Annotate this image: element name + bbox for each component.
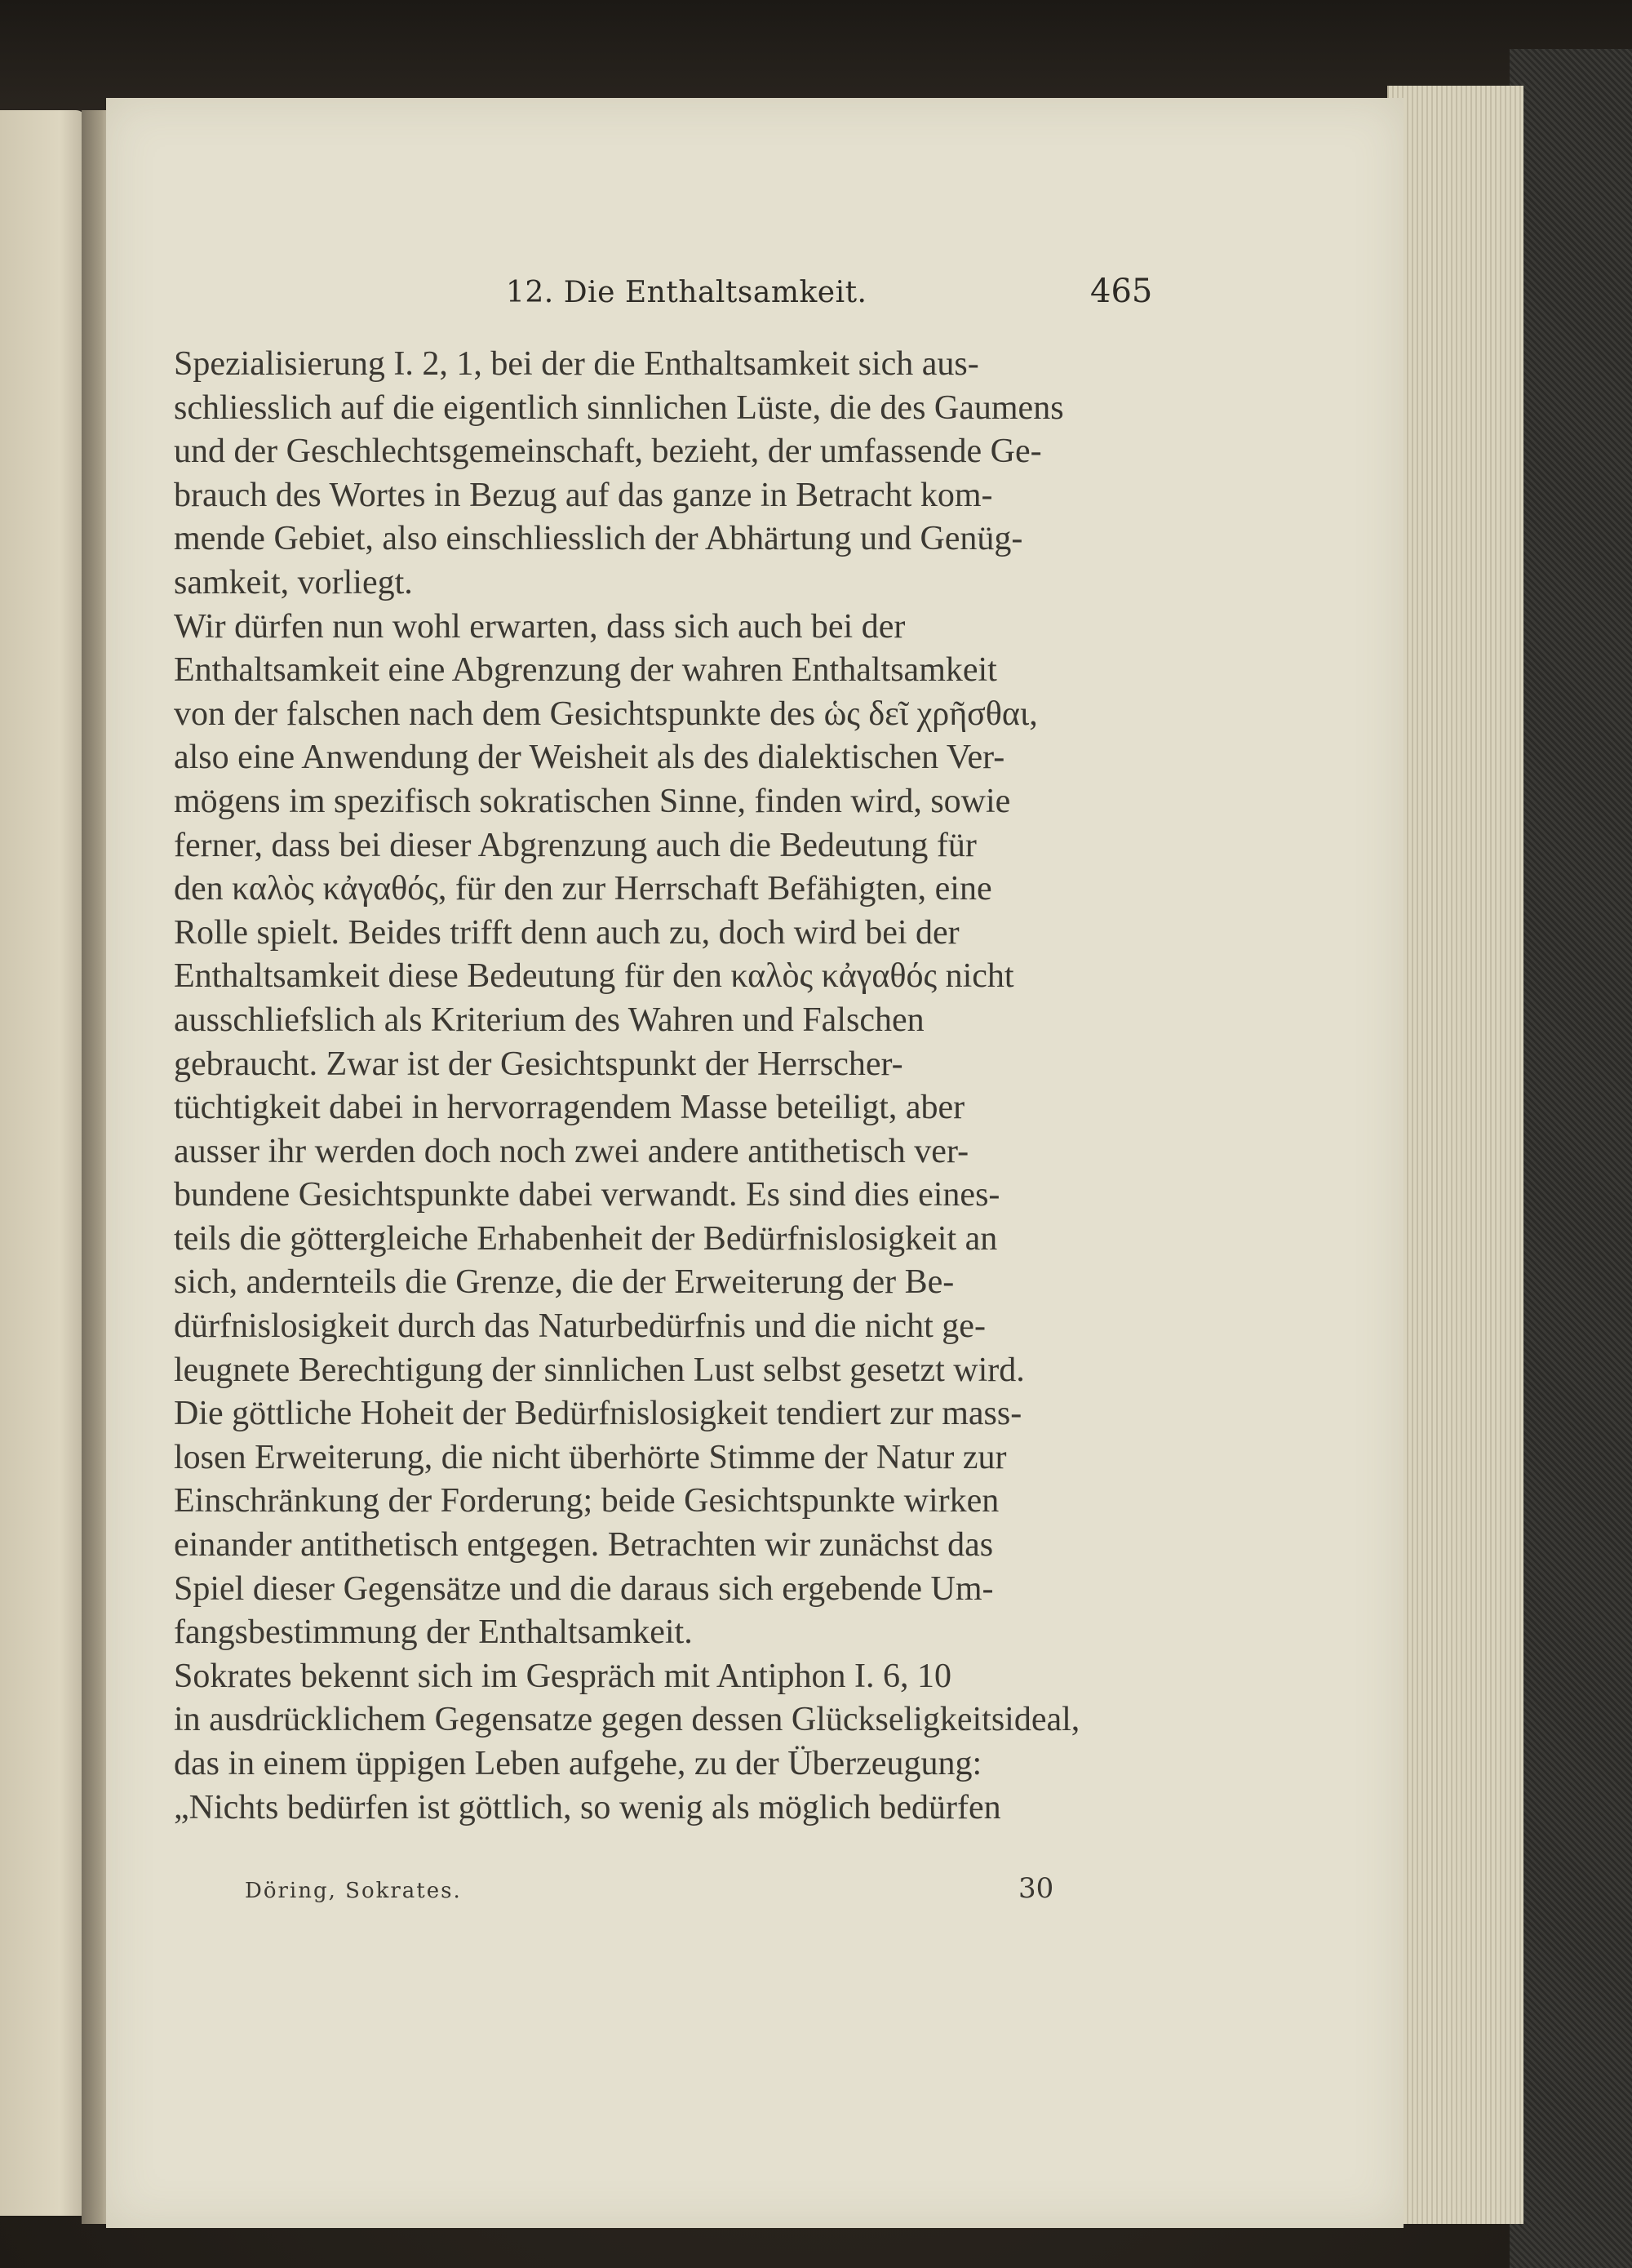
text-line: leugnete Berechtigung der sinnlichen Lust selbst gesetzt wird. xyxy=(174,1351,1025,1389)
text-line: samkeit, vorliegt. xyxy=(174,563,413,601)
text-line: Spezialisierung I. 2, 1, bei der die Enthaltsamkeit sich aus- xyxy=(174,345,979,383)
text-line: dürfnislosigkeit durch das Naturbedürfnis und die nicht ge- xyxy=(174,1307,986,1346)
text-line: Spiel dieser Gegensätze und die daraus sich ergebende Um- xyxy=(174,1569,994,1608)
footer-sheet-number: 30 xyxy=(1018,1872,1054,1905)
text-line: Enthaltsamkeit diese Bedeutung für den καλὸς κἀγαθός nicht xyxy=(174,957,1014,996)
page-block-edges xyxy=(1387,86,1523,2224)
text-line: einander antithetisch entgegen. Betrachten wir zunächst das xyxy=(174,1526,994,1565)
body-text xyxy=(174,343,1160,1830)
footer-signature: Döring, Sokrates. xyxy=(245,1879,462,1903)
text-line: mögens im spezifisch sokratischen Sinne, finden wird, sowie xyxy=(174,782,1011,820)
text-line: mende Gebiet, also einschliesslich der Abhärtung und Genüg- xyxy=(174,520,1023,558)
text-line: losen Erweiterung, die nicht überhörte Stimme der Natur zur xyxy=(174,1438,1007,1476)
running-title: 12. Die Enthaltsamkeit. xyxy=(506,276,867,309)
text-line: von der falschen nach dem Gesichtspunkte des ὡς δεῖ χρῆσθαι, xyxy=(174,695,1038,733)
text-line: und der Geschlechtsgemeinschaft, bezieht, der umfassende Ge- xyxy=(174,433,1042,471)
text-line: „Nichts bedürfen ist göttlich, so wenig als möglich bedürfen xyxy=(174,1788,1001,1826)
page-number: 465 xyxy=(1090,273,1153,310)
text-line: bundene Gesichtspunkte dabei verwandt. Es sind dies eines- xyxy=(174,1176,1000,1214)
text-line: also eine Anwendung der Weisheit als des dialektischen Ver- xyxy=(174,739,1005,777)
text-line: in ausdrücklichem Gegensatze gegen dessen Glückseligkeitsideal, xyxy=(174,1701,1080,1739)
text-line: teils die göttergleiche Erhabenheit der Bedürfnislosigkeit an xyxy=(174,1219,998,1258)
text-line: das in einem üppigen Leben aufgehe, zu der Überzeugung: xyxy=(174,1745,982,1782)
text-line: brauch des Wortes in Bezug auf das ganze in Betracht kom- xyxy=(174,476,993,514)
text-line: Rolle spielt. Beides trifft denn auch zu, doch wird bei der xyxy=(174,913,960,952)
text-line: ausschliefslich als Kriterium des Wahren und Falschen xyxy=(174,1001,925,1039)
text-line: ausser ihr werden doch noch zwei andere antithetisch ver- xyxy=(174,1132,969,1170)
text-line: fangsbestimmung der Enthaltsamkeit. xyxy=(174,1613,693,1652)
book-cover-right-edge xyxy=(1510,49,1632,2268)
text-line: den καλὸς κἀγαθός, für den zur Herrschaft Befähigten, eine xyxy=(174,870,992,908)
text-line: Sokrates bekennt sich im Gespräch mit Antiphon I. 6, 10 xyxy=(174,1657,952,1695)
text-line: Wir dürfen nun wohl erwarten, dass sich auch bei der xyxy=(174,607,906,646)
text-line: gebraucht. Zwar ist der Gesichtspunkt der Herrscher- xyxy=(174,1045,903,1083)
left-page-edge xyxy=(0,110,86,2216)
text-line: Einschränkung der Forderung; beide Gesichtspunkte wirken xyxy=(174,1482,1000,1520)
text-line: Enthaltsamkeit eine Abgrenzung der wahren Enthaltsamkeit xyxy=(174,651,997,690)
text-line: sich, andernteils die Grenze, die der Erweiterung der Be- xyxy=(174,1263,955,1302)
text-line: tüchtigkeit dabei in hervorragendem Masse beteiligt, aber xyxy=(174,1089,965,1127)
text-line: Die göttliche Hoheit der Bedürfnislosigkeit tendiert zur mass- xyxy=(174,1395,1022,1433)
text-line: ferner, dass bei dieser Abgrenzung auch die Bedeutung für xyxy=(174,826,977,864)
text-line: schliesslich auf die eigentlich sinnlichen Lüste, die des Gaumens xyxy=(174,388,1064,427)
